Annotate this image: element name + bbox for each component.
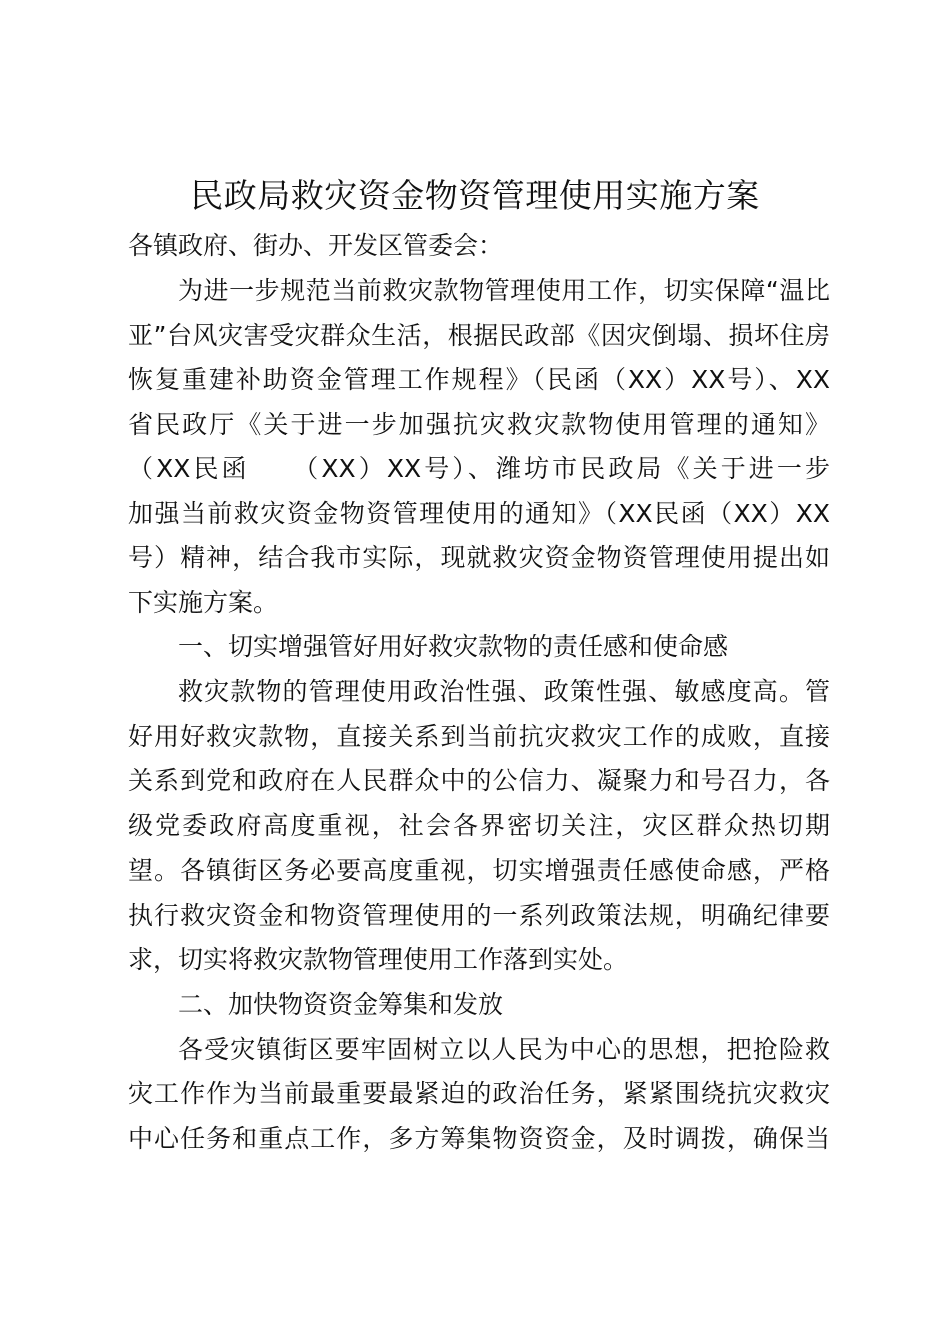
paragraph-line: （XX民函 （XX）XX号）、潍坊市民政局《关于进一步	[128, 454, 830, 483]
paragraph-line: 执行救灾资金和物资管理使用的一系列政策法规，明确纪律要	[128, 901, 830, 930]
paragraph-line: 号）精神，结合我市实际，现就救灾资金物资管理使用提出如	[128, 543, 830, 572]
salutation: 各镇政府、街办、开发区管委会：	[128, 231, 504, 260]
paragraph-line: 求，切实将救灾款物管理使用工作落到实处。	[128, 945, 629, 974]
section-heading-2: 二、加快物资资金筹集和发放	[178, 990, 504, 1019]
paragraph-line: 望。各镇街区务必要高度重视，切实增强责任感使命感，严格	[128, 856, 830, 885]
paragraph-line: 关系到党和政府在人民群众中的公信力、凝聚力和号召力，各	[128, 766, 830, 795]
paragraph-line: 好用好救灾款物，直接关系到当前抗灾救灾工作的成败，直接	[128, 722, 830, 751]
paragraph-line: 各受灾镇街区要牢固树立以人民为中心的思想，把抢险救	[178, 1035, 830, 1064]
paragraph-line: 下实施方案。	[128, 588, 279, 617]
paragraph-line: 灾工作作为当前最重要最紧迫的政治任务，紧紧围绕抗灾救灾	[128, 1079, 830, 1108]
paragraph-line: 级党委政府高度重视，社会各界密切关注，灾区群众热切期	[128, 811, 830, 840]
document-title: 民政局救灾资金物资管理使用实施方案	[190, 176, 760, 215]
paragraph-line: 加强当前救灾资金物资管理使用的通知》（XX民函（XX）XX	[128, 499, 830, 528]
paragraph-line: 亚”台风灾害受灾群众生活，根据民政部《因灾倒塌、损坏住房	[128, 321, 830, 350]
paragraph-line: 中心任务和重点工作，多方筹集物资资金，及时调拨，确保当	[128, 1124, 830, 1153]
paragraph-line: 省民政厅《关于进一步加强抗灾救灾款物使用管理的通知》	[128, 410, 830, 439]
section-heading-1: 一、切实增强管好用好救灾款物的责任感和使命感	[178, 632, 729, 661]
paragraph-line: 为进一步规范当前救灾款物管理使用工作，切实保障“温比	[178, 276, 830, 305]
paragraph-line: 恢复重建补助资金管理工作规程》（民函（XX）XX号）、XX	[128, 365, 830, 394]
paragraph-line: 救灾款物的管理使用政治性强、政策性强、敏感度高。管	[178, 677, 830, 706]
